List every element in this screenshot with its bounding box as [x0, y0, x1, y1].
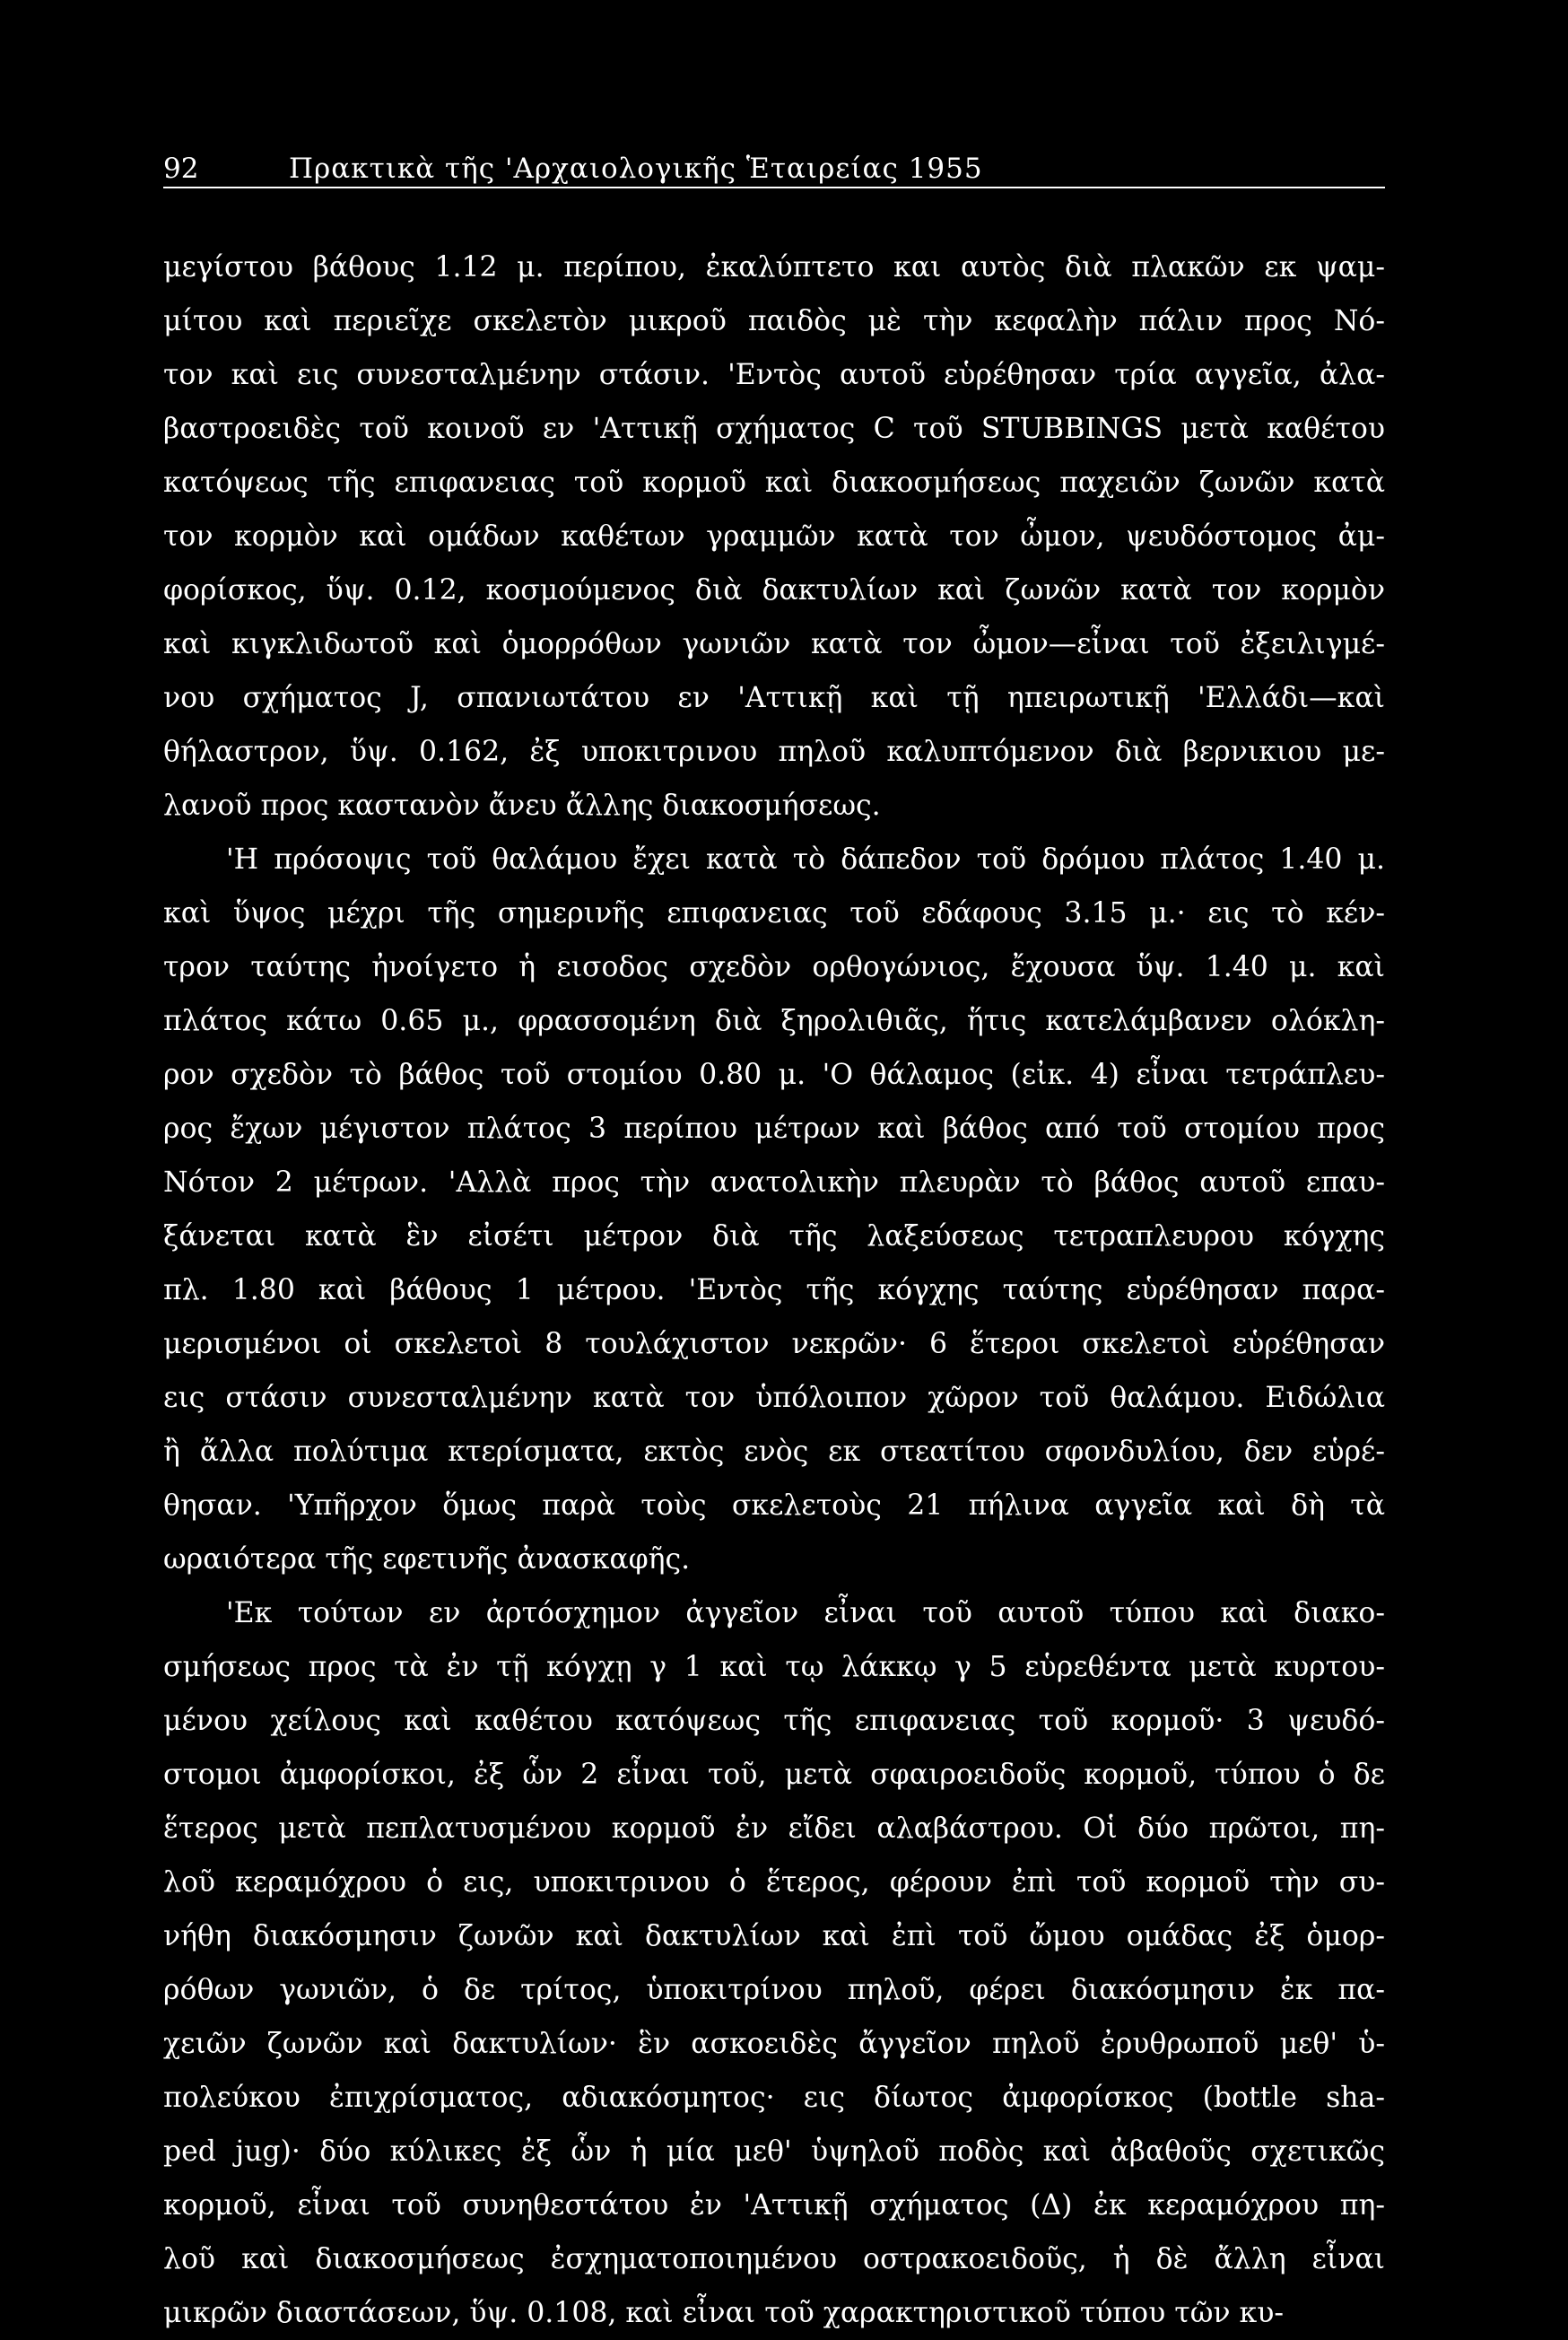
- text-line: κορμοῦ, εἶναι τοῦ συνηθεστάτου ἐν 'Αττικῇ σχήματος (Δ) ἐκ κεραμόχρου πη-: [163, 2189, 1385, 2222]
- text-line: στομοι ἀμφορίσκοι, ἐξ ὧν 2 εἶναι τοῦ, μετὰ σφαιροειδοῦς κορμοῦ, τύπου ὁ δε: [163, 1759, 1385, 1791]
- text-line: νου σχήματος J, σπανιωτάτου εν 'Αττικῇ καὶ τῇ ηπειρωτικῇ 'Ελλάδι—καὶ: [163, 682, 1385, 714]
- text-line: ρόθων γωνιῶν, ὁ δε τρίτος, ὑποκιτρίνου πηλοῦ, φέρει διακόσμησιν ἐκ πα-: [163, 1974, 1385, 2006]
- text-line: μικρῶν διαστάσεων, ὕψ. 0.108, καὶ εἶναι τοῦ χαρακτηριστικοῦ τύπου τῶν κυ-: [163, 2297, 1285, 2329]
- text-line: βαστροειδὲς τοῦ κοινοῦ εν 'Αττικῇ σχήματος C τοῦ STUBBINGS μετὰ καθέτου: [163, 413, 1385, 445]
- text-line: μίτου καὶ περιεῖχε σκελετὸν μικροῦ παιδὸς μὲ τὴν κεφαλὴν πάλιν προς Νό-: [163, 305, 1385, 337]
- text-line: εις στάσιν συνεσταλμένην κατὰ τον ὑπόλοιπον χῶρον τοῦ θαλάμου. Ειδώλια: [163, 1382, 1385, 1414]
- text-line: ἢ ἄλλα πολύτιμα κτερίσματα, εκτὸς ενὸς εκ στεατίτου σφονδυλίου, δεν εὑρέ-: [163, 1436, 1385, 1468]
- text-line: μεγίστου βάθους 1.12 μ. περίπου, ἐκαλύπτετο και αυτὸς διὰ πλακῶν εκ ψαμ-: [163, 251, 1385, 284]
- running-header: [163, 145, 1385, 188]
- text-line: τον καὶ εις συνεσταλμένην στάσιν. 'Εντὸς αυτοῦ εὑρέθησαν τρία αγγεῖα, ἀλα-: [163, 359, 1385, 391]
- text-line: μένου χείλους καὶ καθέτου κατόψεως τῆς επιφανειας τοῦ κορμοῦ· 3 ψευδό-: [163, 1705, 1385, 1737]
- text-line: τρον ταύτης ἠνοίγετο ἡ εισοδος σχεδὸν ορθογώνιος, ἔχουσα ὕψ. 1.40 μ. καὶ: [163, 951, 1385, 983]
- text-line: λοῦ καὶ διακοσμήσεως ἐσχηματοποιημένου οστρακοειδοῦς, ἡ δὲ ἄλλη εἶναι: [163, 2243, 1385, 2275]
- text-line: 'Η πρόσοψις τοῦ θαλάμου ἔχει κατὰ τὸ δάπεδον τοῦ δρόμου πλάτος 1.40 μ.: [226, 843, 1385, 876]
- text-line: φορίσκος, ὕψ. 0.12, κοσμούμενος διὰ δακτυλίων καὶ ζωνῶν κατὰ τον κορμὸν: [163, 574, 1385, 607]
- text-line: σμήσεως προς τὰ ἐν τῇ κόγχῃ γ 1 καὶ τῳ λάκκῳ γ 5 εὑρεθέντα μετὰ κυρτου-: [163, 1651, 1385, 1683]
- page-number: 92: [163, 153, 199, 185]
- text-line: πλάτος κάτω 0.65 μ., φρασσομένη διὰ ξηρολιθιᾶς, ἥτις κατελάμβανεν ολόκλη-: [163, 1005, 1385, 1037]
- text-line: ρον σχεδὸν τὸ βάθος τοῦ στομίου 0.80 μ. 'Ο θάλαμος (εἰκ. 4) εἶναι τετράπλευ-: [163, 1059, 1385, 1091]
- text-line: ἕτερος μετὰ πεπλατυσμένου κορμοῦ ἐν εἴδει αλαβάστρου. Οἱ δύο πρῶτοι, πη-: [163, 1812, 1385, 1845]
- text-line: θησαν. 'Υπῆρχον ὅμως παρὰ τοὺς σκελετοὺς 21 πήλινα αγγεῖα καὶ δὴ τὰ: [163, 1489, 1385, 1522]
- text-line: λανοῦ προς καστανὸν ἄνευ ἄλλης διακοσμήσεως.: [163, 790, 881, 822]
- text-line: μερισμένοι οἱ σκελετοὶ 8 τουλάχιστον νεκρῶν· 6 ἕτεροι σκελετοὶ εὑρέθησαν: [163, 1328, 1385, 1360]
- text-line: ρος ἔχων μέγιστον πλάτος 3 περίπου μέτρων καὶ βάθος από τοῦ στομίου προς: [163, 1113, 1385, 1145]
- text-line: ped jug)· δύο κύλικες ἐξ ὧν ἡ μία μεθ' ὑψηλοῦ ποδὸς καὶ ἀβαθοῦς σχετικῶς: [163, 2135, 1385, 2168]
- text-line: κατόψεως τῆς επιφανειας τοῦ κορμοῦ καὶ διακοσμήσεως παχειῶν ζωνῶν κατὰ: [163, 467, 1385, 499]
- text-line: πλ. 1.80 καὶ βάθους 1 μέτρου. 'Εντὸς τῆς κόγχης ταύτης εὑρέθησαν παρα-: [163, 1274, 1385, 1306]
- text-line: καὶ κιγκλιδωτοῦ καὶ ὁμορρόθων γωνιῶν κατὰ τον ὦμον—εἶναι τοῦ ἐξειλιγμέ-: [163, 628, 1385, 660]
- text-line: θήλαστρον, ὕψ. 0.162, ἐξ υποκιτρινου πηλοῦ καλυπτόμενον διὰ βερνικιου με-: [163, 736, 1385, 768]
- journal-title: Πρακτικὰ τῆς 'Αρχαιολογικῆς Ἑταιρείας 1955: [289, 153, 983, 185]
- text-line: καὶ ὕψος μέχρι τῆς σημερινῆς επιφανειας τοῦ εδάφους 3.15 μ.· εις τὸ κέν-: [163, 897, 1385, 930]
- text-line: λοῦ κεραμόχρου ὁ εις, υποκιτρινου ὁ ἕτερος, φέρουν ἐπὶ τοῦ κορμοῦ τὴν συ-: [163, 1866, 1385, 1899]
- text-line: νήθη διακόσμησιν ζωνῶν καὶ δακτυλίων καὶ ἐπὶ τοῦ ὤμου ομάδας ἐξ ὁμορ-: [163, 1920, 1385, 1952]
- text-line: τον κορμὸν καὶ ομάδων καθέτων γραμμῶν κατὰ τον ὦμον, ψευδόστομος ἀμ-: [163, 520, 1385, 553]
- text-line: χειῶν ζωνῶν καὶ δακτυλίων· ἓν ασκοειδὲς ἄγγεῖον πηλοῦ ἐρυθρωποῦ μεθ' ὑ-: [163, 2028, 1385, 2060]
- body-text: [163, 240, 1385, 2340]
- text-line: Νότον 2 μέτρων. 'Αλλὰ προς τὴν ανατολικὴν πλευρὰν τὸ βάθος αυτοῦ επαυ-: [163, 1166, 1385, 1199]
- text-line: ωραιότερα τῆς εφετινῆς ἀνασκαφῆς.: [163, 1543, 691, 1576]
- text-line: 'Εκ τούτων εν ἀρτόσχημον ἀγγεῖον εἶναι τοῦ αυτοῦ τύπου καὶ διακο-: [226, 1597, 1385, 1629]
- text-line: ξάνεται κατὰ ἓν εἰσέτι μέτρον διὰ τῆς λαξεύσεως τετραπλευρου κόγχης: [163, 1220, 1385, 1253]
- text-line: πολεύκου ἐπιχρίσματος, αδιακόσμητος· εις δίωτος ἀμφορίσκος (bottle sha-: [163, 2082, 1385, 2114]
